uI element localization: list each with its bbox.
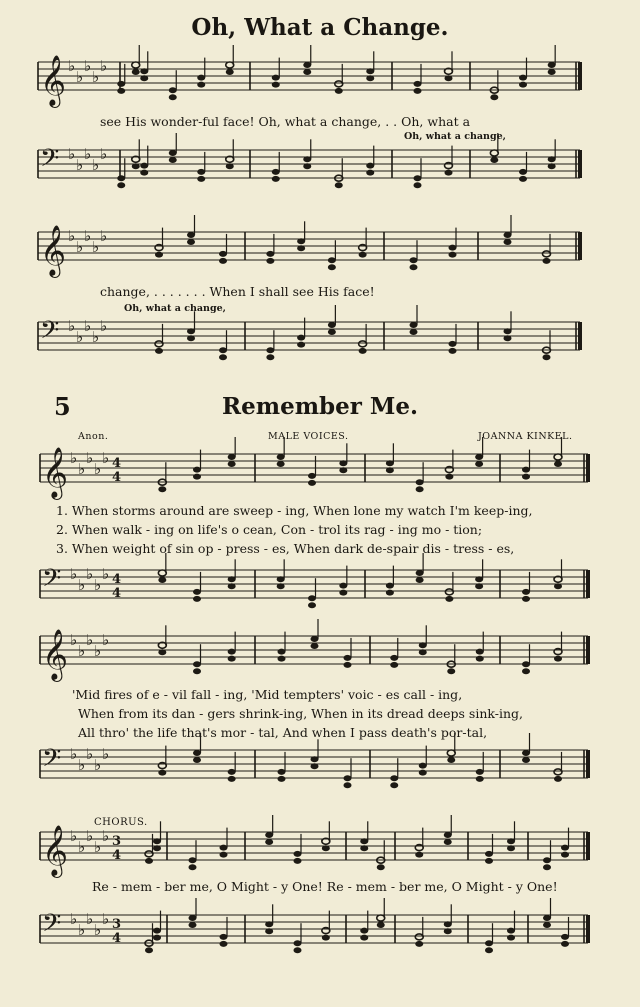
svg-text:♭: ♭ [78,921,86,939]
svg-text:♭: ♭ [70,449,78,467]
svg-text:♭: ♭ [102,745,110,763]
svg-text:♭: ♭ [70,631,78,649]
svg-text:♭: ♭ [84,57,92,75]
svg-text:𝄢: 𝄢 [42,744,62,779]
svg-text:♭: ♭ [94,921,102,939]
svg-text:♭: ♭ [102,827,110,845]
svg-text:♭: ♭ [68,145,76,163]
composer-credit: JOANNA KINKEL. [478,431,573,442]
svg-text:♭: ♭ [100,57,108,75]
chorus-label: CHORUS. [94,817,148,828]
svg-text:♭: ♭ [78,642,86,660]
hymn-number: 5 [54,392,71,421]
svg-text:𝄢: 𝄢 [42,564,62,599]
svg-text:♭: ♭ [76,156,84,174]
svg-text:♭: ♭ [76,68,84,86]
verse-line: 'Mid fires of e - vil fall - ing, 'Mid tempters' voic - es call - ing, [72,687,463,702]
verse-line: 2. When walk - ing on life's o cean, Con - trol its rag - ing mo - tion; [56,522,483,537]
chorus-lyric: Re - mem - ber me, O Might - y One! Re - mem - ber me, O Might - y One! [92,879,558,894]
svg-text:♭: ♭ [86,910,94,928]
svg-text:♭: ♭ [68,57,76,75]
verse-line: 1. When storms around are sweep - ing, When lone my watch I'm keep-ing, [56,503,533,518]
svg-text:♭: ♭ [86,449,94,467]
svg-text:♭: ♭ [94,460,102,478]
svg-text:♭: ♭ [102,631,110,649]
svg-text:4: 4 [112,848,122,863]
svg-text:♭: ♭ [86,827,94,845]
verse-line: When from its dan - gers shrink-ing, When in its dread deeps sink-ing, [78,706,523,721]
svg-text:♭: ♭ [102,565,110,583]
svg-text:3: 3 [112,834,122,849]
svg-text:♭: ♭ [102,449,110,467]
svg-text:♭: ♭ [70,565,78,583]
hymn1-lyric-line1: see His wonder-ful face! Oh, what a change, . . Oh, what a [100,114,471,129]
author-credit: Anon. [78,431,109,442]
svg-text:♭: ♭ [92,68,100,86]
svg-text:3: 3 [112,917,122,932]
svg-text:♭: ♭ [76,328,84,346]
hymn2-title: Remember Me. [222,393,418,420]
svg-text:♭: ♭ [84,317,92,335]
svg-text:♭: ♭ [78,460,86,478]
svg-text:♭: ♭ [86,631,94,649]
voices-label: MALE VOICES. [268,431,349,442]
svg-text:♭: ♭ [68,317,76,335]
svg-text:♭: ♭ [76,238,84,256]
svg-text:𝄞: 𝄞 [42,447,69,498]
svg-text:𝄢: 𝄢 [40,316,60,351]
svg-text:♭: ♭ [92,156,100,174]
svg-text:♭: ♭ [102,910,110,928]
svg-text:𝄞: 𝄞 [42,629,69,680]
svg-text:♭: ♭ [84,227,92,245]
hymn1-echo2: Oh, what a change, [124,303,226,314]
svg-text:♭: ♭ [84,145,92,163]
svg-text:4: 4 [112,931,122,946]
svg-text:♭: ♭ [70,745,78,763]
svg-text:♭: ♭ [92,238,100,256]
svg-text:♭: ♭ [100,145,108,163]
svg-text:♭: ♭ [92,328,100,346]
svg-text:𝄞: 𝄞 [40,55,67,106]
svg-text:𝄢: 𝄢 [42,909,62,944]
svg-text:♭: ♭ [94,642,102,660]
verse-line: 3. When weight of sin op - press - es, When dark de-spair dis - tress - es, [56,541,515,556]
svg-text:♭: ♭ [70,910,78,928]
svg-text:♭: ♭ [94,838,102,856]
svg-text:♭: ♭ [94,756,102,774]
svg-text:♭: ♭ [78,576,86,594]
svg-text:♭: ♭ [68,227,76,245]
svg-text:♭: ♭ [70,827,78,845]
verse-line: All thro' the life that's mor - tal, And when I pass death's por-tal, [78,725,488,740]
hymn1-lyric-line2: change, . . . . . . . When I shall see His face! [100,284,375,299]
svg-text:♭: ♭ [86,565,94,583]
svg-text:♭: ♭ [86,745,94,763]
hymn1-echo1: Oh, what a change, [404,131,506,142]
svg-text:♭: ♭ [100,227,108,245]
svg-text:4: 4 [112,470,122,485]
svg-text:𝄞: 𝄞 [42,825,69,876]
svg-text:♭: ♭ [78,756,86,774]
svg-text:♭: ♭ [94,576,102,594]
svg-text:4: 4 [112,456,122,471]
hymn1-title: Oh, What a Change. [191,14,449,41]
svg-text:4: 4 [112,586,122,601]
svg-text:𝄢: 𝄢 [40,144,60,179]
svg-text:♭: ♭ [78,838,86,856]
svg-text:𝄞: 𝄞 [40,225,67,276]
svg-text:4: 4 [112,572,122,587]
svg-text:♭: ♭ [100,317,108,335]
